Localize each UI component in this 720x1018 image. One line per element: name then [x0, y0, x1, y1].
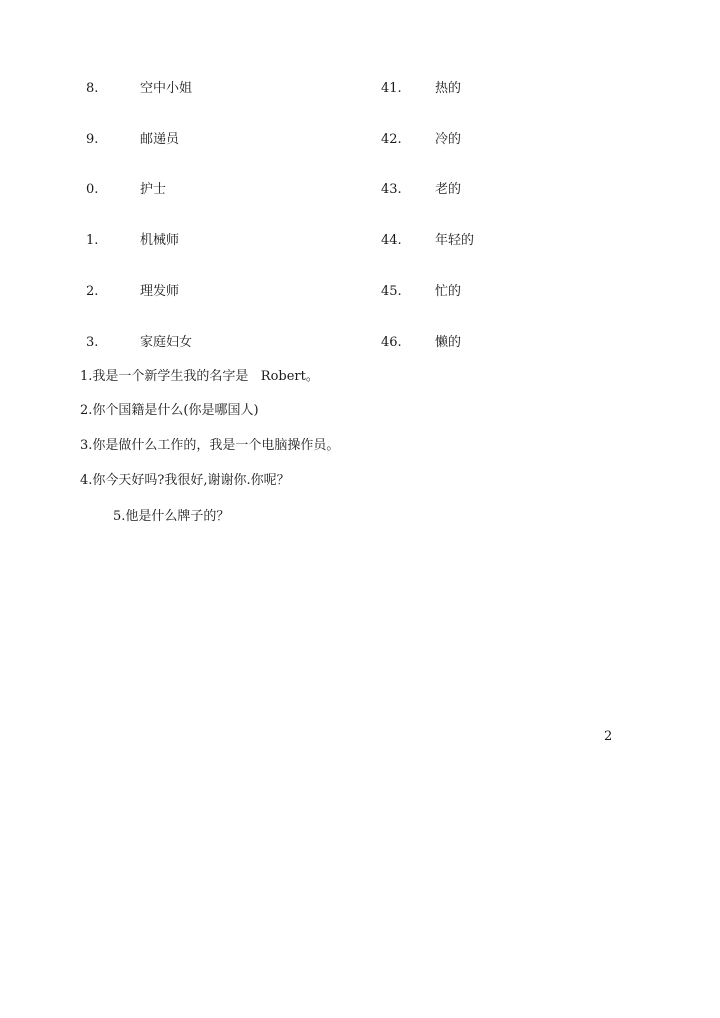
item-number: 0. — [86, 182, 99, 197]
item-number: 43. — [381, 182, 402, 197]
item-word: 空中小姐 — [140, 81, 193, 96]
sentence: 4.你今天好吗?我很好,谢谢你.你呢？ — [80, 473, 290, 488]
item-word: 机械师 — [140, 233, 180, 248]
vocab-row — [0, 180, 720, 200]
sentence: 1.我是一个新学生我的名字是 Robert。 — [80, 369, 319, 384]
item-word: 懒的 — [435, 335, 462, 350]
item-word: 邮递员 — [140, 132, 180, 147]
item-word: 家庭妇女 — [140, 335, 193, 350]
item-number: 42. — [381, 132, 402, 147]
item-word: 理发师 — [140, 284, 180, 299]
item-number: 46. — [381, 335, 402, 350]
sentence: 3.你是做什么工作的，我是一个电脑操作员。 — [80, 438, 340, 453]
item-word: 老的 — [435, 182, 462, 197]
item-word: 年轻的 — [435, 233, 475, 248]
item-word: 忙的 — [435, 284, 462, 299]
item-number: 2. — [86, 284, 99, 299]
vocab-row — [0, 231, 720, 251]
page-number: 2 — [604, 729, 613, 744]
item-word: 冷的 — [435, 132, 462, 147]
item-number: 1. — [86, 233, 99, 248]
item-number: 44. — [381, 233, 402, 248]
sentence: 2.你个国籍是什么(你是哪国人) — [80, 403, 259, 418]
item-number: 45. — [381, 284, 402, 299]
item-number: 9. — [86, 132, 99, 147]
vocab-row — [0, 130, 720, 150]
vocab-row — [0, 282, 720, 302]
item-number: 41. — [381, 81, 402, 96]
item-number: 8. — [86, 81, 99, 96]
sentence: 5.他是什么牌子的？ — [113, 509, 230, 524]
vocab-row — [0, 333, 720, 353]
vocab-row — [0, 79, 720, 99]
item-word: 热的 — [435, 81, 462, 96]
item-number: 3. — [86, 335, 99, 350]
item-word: 护士 — [140, 182, 167, 197]
